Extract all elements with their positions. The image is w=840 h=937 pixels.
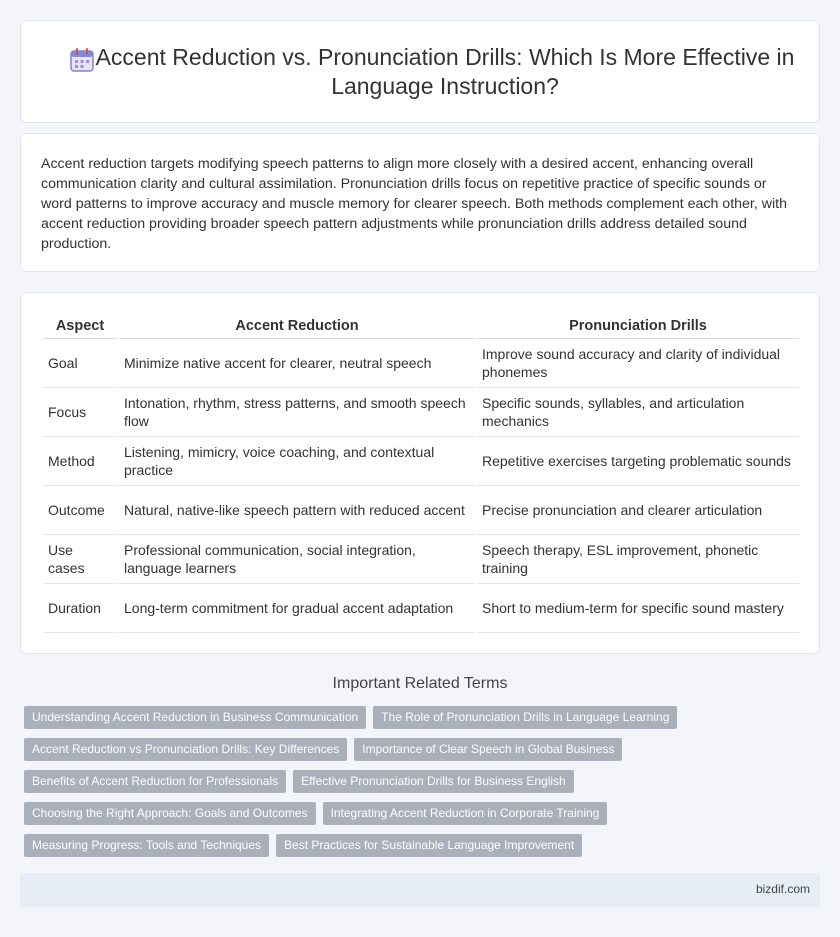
- cell-accent-reduction: Listening, mimicry, voice coaching, and contextual practice: [119, 437, 475, 486]
- footer-site-link[interactable]: bizdif.com: [755, 882, 810, 896]
- cell-accent-reduction: Long-term commitment for gradual accent adaptation: [119, 584, 475, 633]
- header-accent-reduction: Accent Reduction: [119, 313, 475, 339]
- related-term-tag[interactable]: Choosing the Right Approach: Goals and Outcomes: [24, 802, 316, 825]
- intro-card: [20, 133, 820, 272]
- footer: [20, 873, 820, 907]
- cell-accent-reduction: Professional communication, social integration, language learners: [119, 535, 475, 584]
- page-title: Accent Reduction vs. Pronunciation Drills: Which Is More Effective in Language Instruction?: [95, 44, 795, 99]
- cell-pronunciation-drills: Short to medium-term for specific sound mastery: [477, 584, 799, 633]
- cell-accent-reduction: Natural, native-like speech pattern with reduced accent: [119, 486, 475, 535]
- related-term-tag[interactable]: Importance of Clear Speech in Global Business: [354, 738, 622, 761]
- table-header-row: [43, 313, 799, 339]
- cell-pronunciation-drills: Improve sound accuracy and clarity of individual phonemes: [477, 339, 799, 388]
- calendar-icon: [69, 47, 95, 73]
- related-term-tag[interactable]: Accent Reduction vs Pronunciation Drills: Key Differences: [24, 738, 347, 761]
- comparison-table: [41, 313, 801, 633]
- cell-aspect: Goal: [43, 339, 117, 388]
- cell-accent-reduction: Intonation, rhythm, stress patterns, and smooth speech flow: [119, 388, 475, 437]
- table-row: [43, 535, 799, 584]
- related-terms-title: Important Related Terms: [332, 675, 508, 692]
- cell-aspect: Outcome: [43, 486, 117, 535]
- table-row: [43, 486, 799, 535]
- table-row: [43, 437, 799, 486]
- related-term-tag[interactable]: Benefits of Accent Reduction for Professionals: [24, 770, 286, 793]
- cell-pronunciation-drills: Speech therapy, ESL improvement, phonetic training: [477, 535, 799, 584]
- related-term-tag[interactable]: Understanding Accent Reduction in Business Communication: [24, 706, 366, 729]
- related-term-tag[interactable]: Best Practices for Sustainable Language Improvement: [276, 834, 582, 857]
- cell-pronunciation-drills: Repetitive exercises targeting problematic sounds: [477, 437, 799, 486]
- cell-aspect: Focus: [43, 388, 117, 437]
- header-aspect: Aspect: [43, 313, 117, 339]
- cell-aspect: Method: [43, 437, 117, 486]
- related-term-tag[interactable]: Effective Pronunciation Drills for Business English: [293, 770, 574, 793]
- cell-aspect: Duration: [43, 584, 117, 633]
- intro-text: Accent reduction targets modifying speech patterns to align more closely with a desired accent, enhancing overall communication clarity and cultural assimilation. Pronunciation drills focus on repetitive practice of specific sounds or word patterns to improve accuracy and muscle memory for clearer speech. Both methods complement each other, with accent reduction providing broader speech pattern adjustments while pronunciation drills address detailed sound production.: [41, 156, 787, 252]
- related-terms-list: [24, 706, 724, 857]
- related-term-tag[interactable]: The Role of Pronunciation Drills in Language Learning: [373, 706, 677, 729]
- cell-pronunciation-drills: Precise pronunciation and clearer articulation: [477, 486, 799, 535]
- header-pronunciation-drills: Pronunciation Drills: [477, 313, 799, 339]
- table-row: [43, 388, 799, 437]
- cell-aspect: Use cases: [43, 535, 117, 584]
- related-term-tag[interactable]: Measuring Progress: Tools and Techniques: [24, 834, 269, 857]
- cell-accent-reduction: Minimize native accent for clearer, neutral speech: [119, 339, 475, 388]
- related-term-tag[interactable]: Integrating Accent Reduction in Corporate Training: [323, 802, 608, 825]
- comparison-table-card: [20, 292, 820, 654]
- table-row: [43, 339, 799, 388]
- cell-pronunciation-drills: Specific sounds, syllables, and articulation mechanics: [477, 388, 799, 437]
- table-row: [43, 584, 799, 633]
- header-card: [20, 20, 820, 123]
